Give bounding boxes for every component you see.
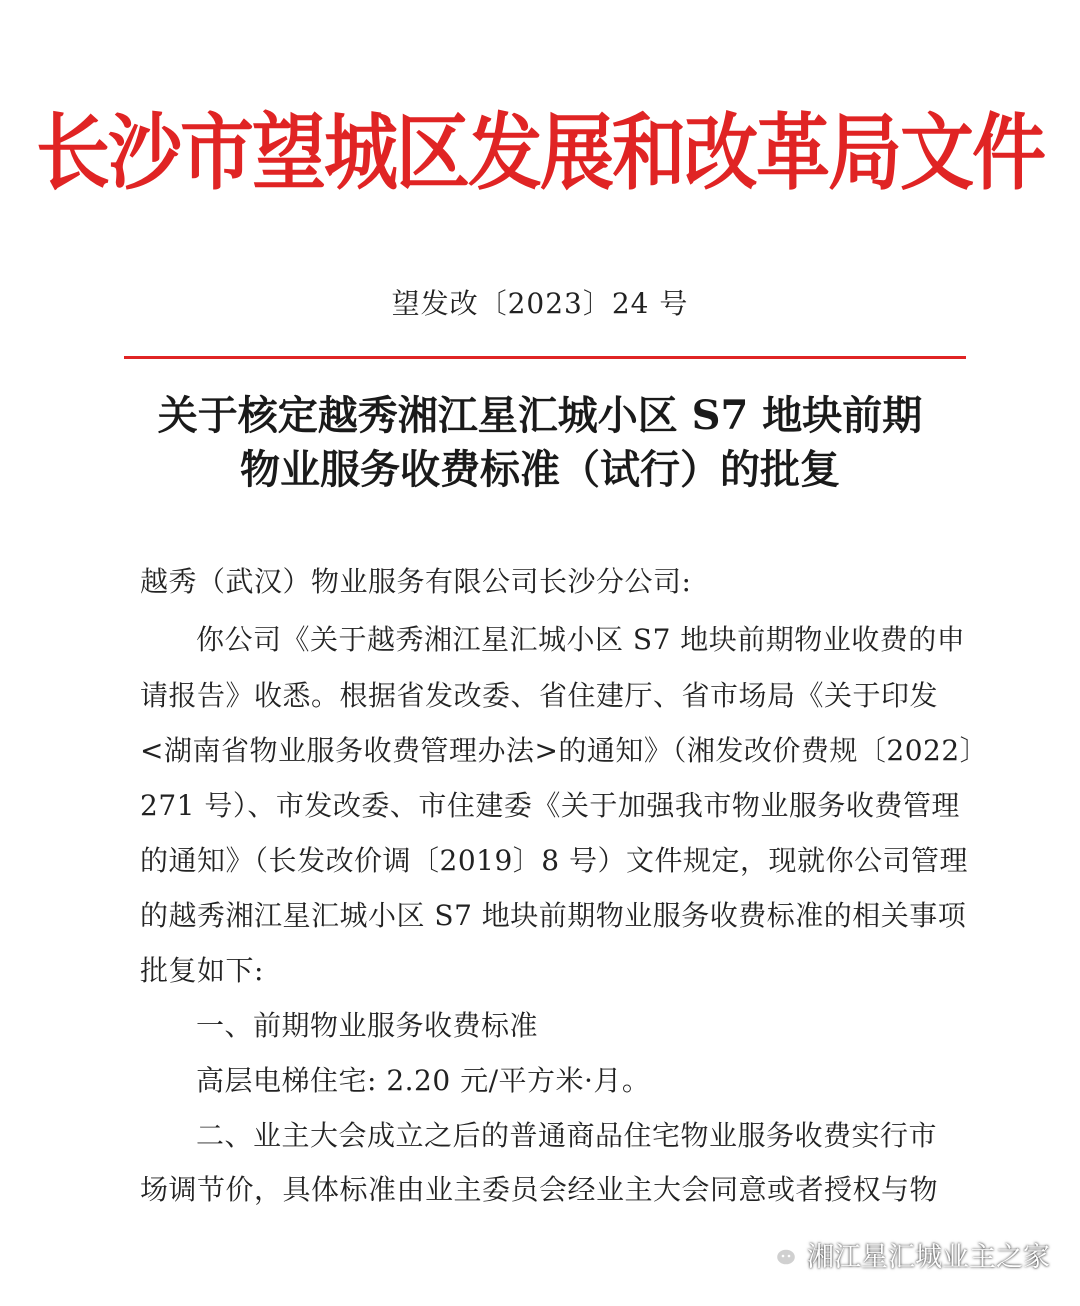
account-watermark [763, 1232, 1050, 1276]
watermark-text: 湘江星汇城业主之家 [807, 1241, 1050, 1273]
section-1-item: 高层电梯住宅: 2.20 元/平方米·月。 [196, 1064, 651, 1097]
document-number: 望发改〔2023〕24 号 [391, 287, 689, 320]
paragraph-1-line: 271 号）、市发改委、市住建委《关于加强我市物业服务收费管理 [140, 789, 960, 822]
section-2-line: 二、业主大会成立之后的普通商品住宅物业服务收费实行市 [196, 1119, 938, 1152]
red-divider [124, 356, 966, 359]
document-title-line-1: 关于核定越秀湘江星汇城小区 S7 地块前期 [157, 392, 923, 439]
section-1-heading: 一、前期物业服务收费标准 [196, 1009, 539, 1042]
document-title-line-2: 物业服务收费标准（试行）的批复 [240, 446, 840, 493]
paragraph-1-line: 你公司《关于越秀湘江星汇城小区 S7 地块前期物业收费的申 [196, 623, 966, 656]
issuer-masthead: 长沙市望城区发展和改革局文件 [36, 105, 1044, 202]
section-2-line: 场调节价，具体标准由业主委员会经业主大会同意或者授权与物 [140, 1173, 939, 1206]
paragraph-1-line: 批复如下: [140, 954, 264, 987]
paragraph-1-line: <湖南省物业服务收费管理办法>的通知》（湘发改价费规〔2022〕 [140, 734, 989, 767]
wechat-icon [763, 1239, 799, 1269]
paragraph-1-line: 请报告》收悉。根据省发改委、省住建厅、省市场局《关于印发 [140, 679, 939, 712]
addressee: 越秀（武汉）物业服务有限公司长沙分公司: [140, 565, 692, 598]
paragraph-1-line: 的越秀湘江星汇城小区 S7 地块前期物业服务收费标准的相关事项 [140, 899, 967, 932]
paragraph-1-line: 的通知》（长发改价调〔2019〕8 号）文件规定，现就你公司管理 [140, 844, 968, 877]
